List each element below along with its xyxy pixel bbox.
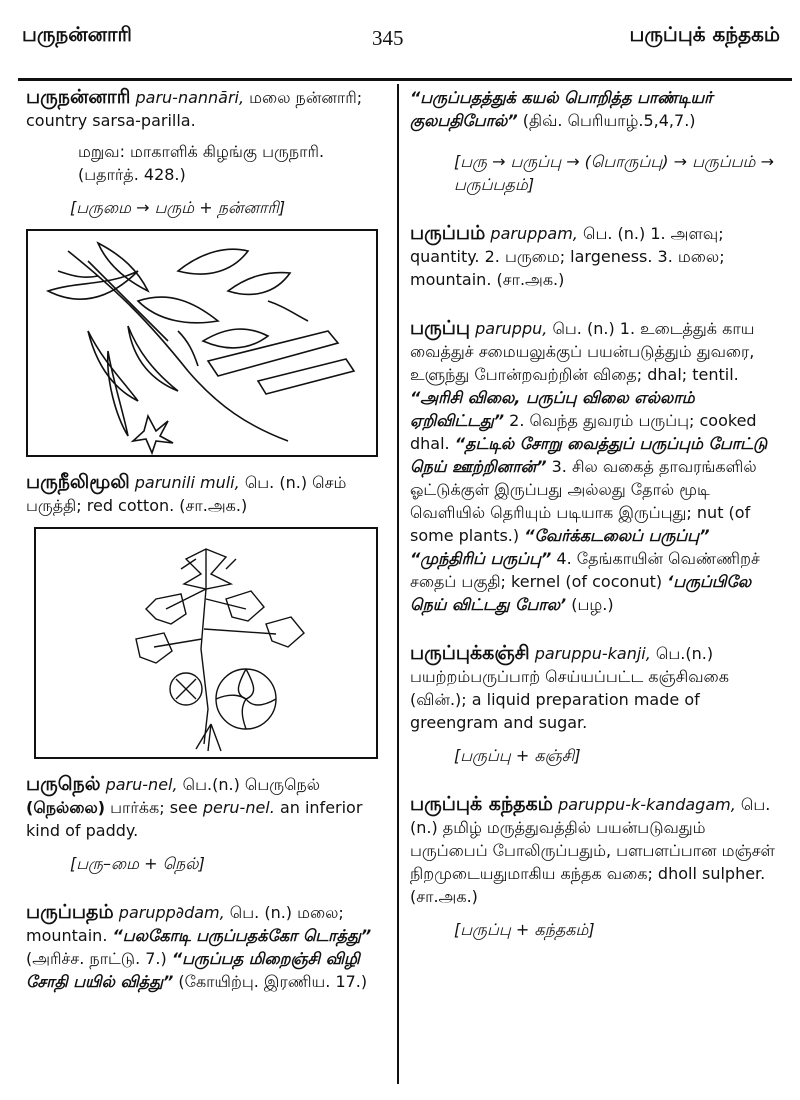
definition-english: an inferior kind of paddy. bbox=[26, 798, 363, 840]
quotation: “பருப்பத மிறைஞ்சி விழி சோதி பயில் வித்து” bbox=[26, 949, 360, 991]
definition: மலை நன்னாரி; country sarsa-parilla. bbox=[26, 88, 363, 130]
romanization: paru-nannāri, bbox=[135, 88, 245, 107]
entry-parunannari bbox=[26, 86, 388, 132]
page-number: 345 bbox=[372, 26, 404, 50]
entry-paruppukkandagam bbox=[410, 793, 780, 908]
romanization: parunili muli, bbox=[134, 473, 240, 492]
citation: (பழ.) bbox=[571, 595, 614, 614]
definition: பெ.(n.) பயற்றம்பருப்பாற் செய்யப்பட்ட கஞ்சிவகை (வின்.); a liquid preparation made of greengram and sugar. bbox=[410, 644, 729, 732]
definition: பெ. (n.) செம் பருத்தி; red cotton. (சா.அக.) bbox=[26, 473, 347, 515]
definition: பார்க்க; see bbox=[110, 798, 198, 817]
headword: பருநன்னாரி bbox=[26, 86, 131, 108]
etymology: [பருப்பு + கந்தகம்] bbox=[454, 920, 595, 939]
running-head-right: பருப்புக் கந்தகம் bbox=[629, 22, 780, 46]
synonym-note: மறுவ: மாகாளிக் கிழங்கு பருநாரி. (பதார்த். 428.) bbox=[78, 142, 325, 184]
headword: பருப்புக்கஞ்சி bbox=[410, 642, 530, 664]
quotation: “பருப்பதத்துக் கயல் பொறித்த பாண்டியர் குலபதிபோல்” bbox=[410, 88, 713, 130]
part-of-speech: பெ.(n.) பெருநெல் bbox=[182, 775, 321, 794]
quotation: “தட்டில் சோறு வைத்துப் பருப்பும் போட்டு நெய் ஊற்றினான்” bbox=[410, 434, 768, 476]
entry-parunel bbox=[26, 773, 388, 842]
definition: பெ. (n.) 1. அளவு; quantity. 2. பருமை; largeness. 3. மலை; mountain. (சா.அக.) bbox=[410, 224, 725, 289]
definition: 2. வெந்த துவரம் பருப்பு; cooked dhal. bbox=[410, 411, 757, 453]
headword: பருப்புக் கந்தகம் bbox=[410, 793, 553, 815]
romanization: paruppu, bbox=[475, 319, 548, 338]
definition: 3. சில வகைத் தாவரங்களில் ஓட்டுக்குள் இருப்பது அல்லது தோல் மூடி வெளியில் தெரியும் படியாக இருப்புது; nut (of some plants.) bbox=[410, 457, 757, 545]
header-rule bbox=[18, 78, 792, 81]
definition: 4. தேங்காயின் வெண்ணிறச் சதைப் பகுதி; kernel (of coconut) bbox=[410, 549, 760, 591]
see-reference: peru-nel. bbox=[202, 798, 275, 817]
etymology: [பரு → பருப்பு → (பொருப்பு) → பருப்பம் → பருப்பதம்] bbox=[454, 152, 775, 194]
headword: பருப்பு bbox=[410, 317, 471, 339]
etymology: [பரு–மை + நெல்] bbox=[70, 854, 205, 873]
vine-plant-drawing bbox=[28, 231, 376, 455]
entry-parunilimuli bbox=[26, 471, 388, 517]
citation: (திவ். பெரியாழ்.5,4,7.) bbox=[522, 111, 696, 130]
continued-quotation bbox=[410, 86, 780, 132]
left-column bbox=[26, 86, 388, 993]
headword: பருப்பம் bbox=[410, 222, 486, 244]
etymology: [பருப்பு + கஞ்சி] bbox=[454, 746, 581, 765]
entry-paruppam bbox=[410, 222, 780, 291]
quotation: ‘பருப்பிலே நெய் விட்டது போல’ bbox=[410, 572, 752, 614]
quotation: “பலகோடி பருப்பதக்கோ டொத்து” bbox=[112, 926, 372, 945]
definition: பெ. (n.) தமிழ் மருத்துவத்தில் பயன்படுவதும் பருப்பைப் போலிருப்பதும், பளபளப்பான மஞ்சள் நிறமுடையதுமாகிய கந்தக வகை; dholl sulpher. (சா.அக.) bbox=[410, 795, 775, 906]
headword: பருப்பதம் bbox=[26, 901, 114, 923]
headword: பருநீலிமூலி bbox=[26, 471, 130, 493]
citation: (அரிச்ச. நாட்டு. 7.) bbox=[26, 949, 167, 968]
etymology: [பருமை → பரும் + நன்னாரி] bbox=[70, 198, 286, 217]
red-cotton-illustration bbox=[34, 527, 378, 759]
entry-paruppukanji bbox=[410, 642, 780, 734]
romanization: paruppu-kanji, bbox=[534, 644, 651, 663]
headword: பருநெல் bbox=[26, 773, 101, 795]
quotation: “வேர்க்கடலைப் பருப்பு” “முந்திரிப் பருப்பு” bbox=[410, 526, 710, 568]
romanization: parupp∂dam, bbox=[118, 903, 225, 922]
definition: பெ. (n.) 1. உடைத்துக் காய வைத்துச் சமையலுக்குப் பயன்படுத்தும் துவரை, உளுந்து போன்றவற்றின் விதை; dhal; tentil. bbox=[410, 319, 755, 384]
cotton-plant-drawing bbox=[36, 529, 376, 757]
romanization: paru-nel, bbox=[105, 775, 178, 794]
right-column bbox=[410, 86, 780, 941]
citation: (கோயிற்பு. இரணிய. 17.) bbox=[178, 972, 368, 991]
definition: பெ. (n.) மலை; mountain. bbox=[26, 903, 344, 945]
entry-paruppu bbox=[410, 317, 780, 616]
column-divider bbox=[397, 84, 399, 1084]
sarsaparilla-illustration bbox=[26, 229, 378, 457]
entry-paruppadam bbox=[26, 901, 388, 993]
cross-reference: (நெல்லை) bbox=[26, 798, 106, 817]
romanization: paruppu-k-kandagam, bbox=[558, 795, 736, 814]
quotation: “அரிசி விலை, பருப்பு விலை எல்லாம் ஏறிவிட்டது” bbox=[410, 388, 695, 430]
romanization: paruppam, bbox=[490, 224, 578, 243]
running-head-left: பருநன்னாரி bbox=[22, 22, 132, 46]
